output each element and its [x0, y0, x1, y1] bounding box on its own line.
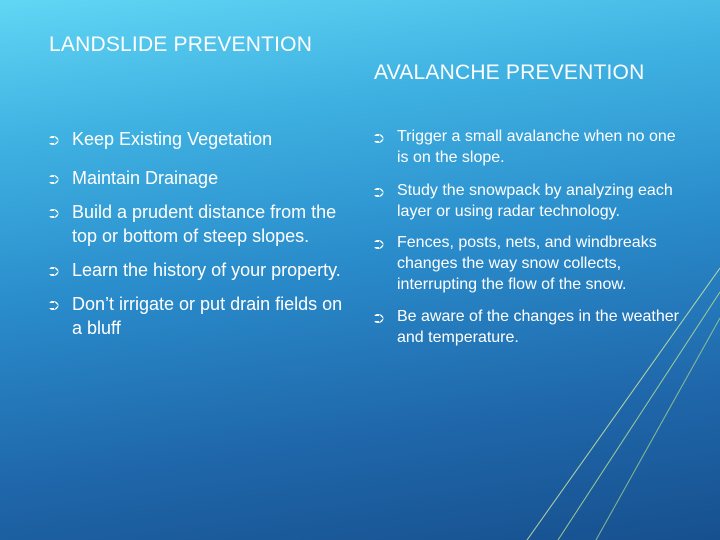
- list-item-text: Study the snowpack by analyzing each layer or using radar technology.: [397, 182, 673, 220]
- list-item: [49, 127, 354, 151]
- list-item: [374, 126, 684, 168]
- list-item-text: Learn the history of your property.: [72, 260, 341, 280]
- arrow-circle-icon: ⮊: [49, 264, 59, 279]
- avalanche-heading: AVALANCHE PREVENTION: [374, 61, 645, 84]
- list-item: [374, 306, 684, 348]
- list-item: [49, 258, 354, 282]
- list-item-text: Don’t irrigate or put drain fields on a bluff: [72, 294, 343, 338]
- list-item: [49, 200, 354, 248]
- arrow-circle-icon: ⮊: [374, 237, 384, 252]
- arrow-circle-icon: ⮊: [49, 172, 59, 187]
- list-item-text: Keep Existing Vegetation: [72, 129, 273, 149]
- list-item: [374, 180, 684, 222]
- arrow-circle-icon: ⮊: [49, 298, 59, 313]
- list-item-text: Be aware of the changes in the weather and temperature.: [397, 308, 679, 346]
- arrow-circle-icon: ⮊: [374, 131, 384, 146]
- list-item: [49, 292, 354, 340]
- list-item-text: Maintain Drainage: [72, 168, 219, 188]
- arrow-circle-icon: ⮊: [374, 185, 384, 200]
- list-item-text: Trigger a small avalanche when no one is on the slope.: [397, 128, 676, 166]
- list-item: [374, 232, 684, 295]
- arrow-circle-icon: ⮊: [49, 206, 59, 221]
- landslide-list: [49, 127, 354, 340]
- list-item-text: Fences, posts, nets, and windbreaks changes the way snow collects, interrupting the flow of the snow.: [397, 234, 657, 293]
- arrow-circle-icon: ⮊: [374, 311, 384, 326]
- arrow-circle-icon: ⮊: [49, 133, 59, 148]
- avalanche-list: [374, 126, 684, 348]
- landslide-heading: LANDSLIDE PREVENTION: [49, 33, 313, 56]
- list-item: [49, 166, 354, 190]
- list-item-text: Build a prudent distance from the top or bottom of steep slopes.: [72, 202, 337, 246]
